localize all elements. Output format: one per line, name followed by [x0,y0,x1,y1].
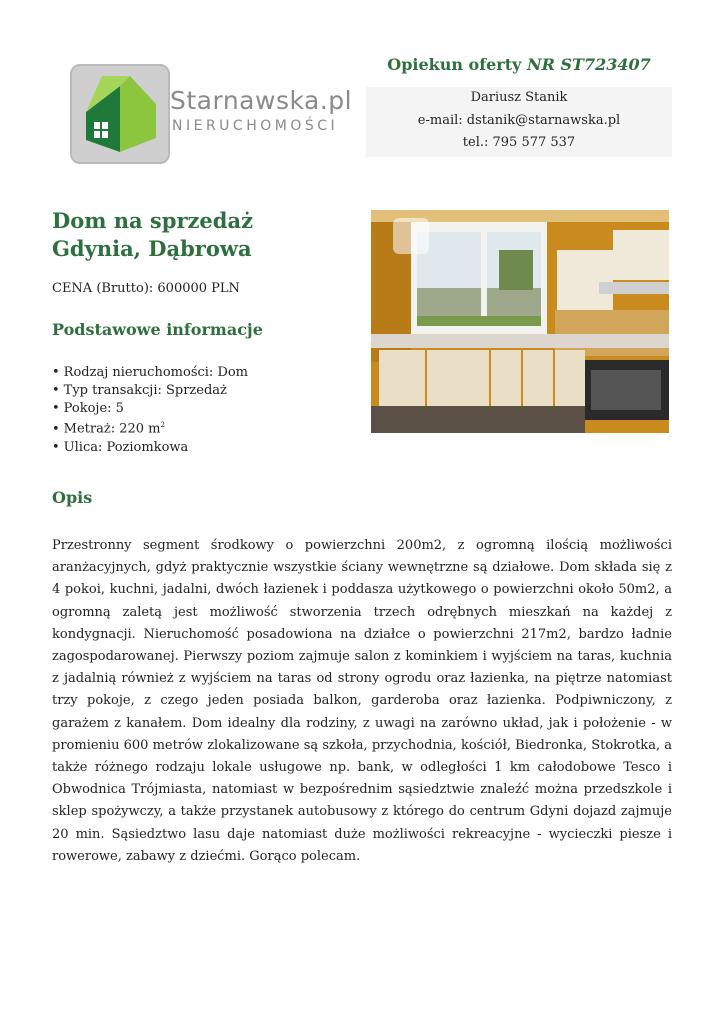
agent-contact-box [366,87,672,157]
detail-area-sup: 2 [160,421,165,430]
listing-title-line2: Gdynia, Dąbrowa [52,236,252,261]
listing-price: CENA (Brutto): 600000 PLN [52,281,240,296]
company-logo [70,64,353,162]
basic-info-heading: Podstawowe informacje [52,320,263,339]
agent-phone[interactable]: tel.: 795 577 537 [462,135,576,150]
logo-house-icon [70,64,170,164]
agent-name: Dariusz Stanik [470,90,568,105]
detail-rooms: • Pokoje: 5 [52,400,248,418]
logo-subtitle: NIERUCHOMOŚCI [172,118,339,134]
detail-area-text: Metraż: 220 m [63,421,161,437]
detail-area [52,417,248,438]
detail-street: • Ulica: Poziomkowa [52,439,248,457]
basic-info-list [52,364,248,456]
logo-name: Starnawska.pl [170,86,353,115]
agent-heading-prefix: Opiekun oferty [387,55,522,74]
property-photo [371,210,669,433]
description-heading: Opis [52,488,93,507]
offer-number: NR ST723407 [526,55,651,74]
agent-email[interactable]: e-mail: dstanik@starnawska.pl [417,112,621,128]
detail-property-type: • Rodzaj nieruchomości: Dom [52,364,248,382]
listing-title [52,207,352,263]
detail-transaction-type: • Typ transakcji: Sprzedaż [52,382,248,400]
description-text: Przestronny segment środkowy o powierzchni 200m2, z ogromną ilością możliwości aranżacyjnych, gdyż praktycznie wszystkie ściany wewnętrzne są działowe. Dom składa się z 4 pokoi, kuchni, jadalni, dwóch łazienek i poddasza użytkowego o powierzchni około 50m2, a ogromną zaletą jest możliwość stworzenia trzech odrębnych mieszkań na każdej z kondygnacji. Nieruchomość posadowiona na działce o powierzchni 217m2, bardzo ładnie zagospodarowanej. Pierwszy poziom zajmuje salon z kominkiem i wyjściem na taras, kuchnia z jadalnią również z wyjściem na taras od strony ogrodu oraz łazienka, na piętrze natomiast trzy pokoje, z czego jeden posiada balkon, garderoba oraz łazienka. Podpiwniczony, z garażem z kanałem. Dom idealny dla rodziny, z uwagi na zarówno układ, jak i położenie - w promieniu 600 metrów zlokalizowane są szkoła, przychodnia, kościół, Biedronka, Stokrotka, a także różnego rodzaju lokale usługowe np. bank, w odległości 1 km całodobowe Tesco i Obwodnica Trójmiasta, natomiast w bezpośrednim sąsiedztwie znaleźć można przedszkole i sklep spożywczy, a także przystanek autobusowy z którego do centrum Gdyni dojazd zajmuje 20 min. Sąsiedztwo lasu daje natomiast duże możliwości rekreacyjne - wycieczki piesze i rowerowe, zabawy z dziećmi. Gorąco polecam. [52,538,672,864]
listing-title-line1: Dom na sprzedaż [52,208,254,233]
agent-heading [366,55,672,74]
